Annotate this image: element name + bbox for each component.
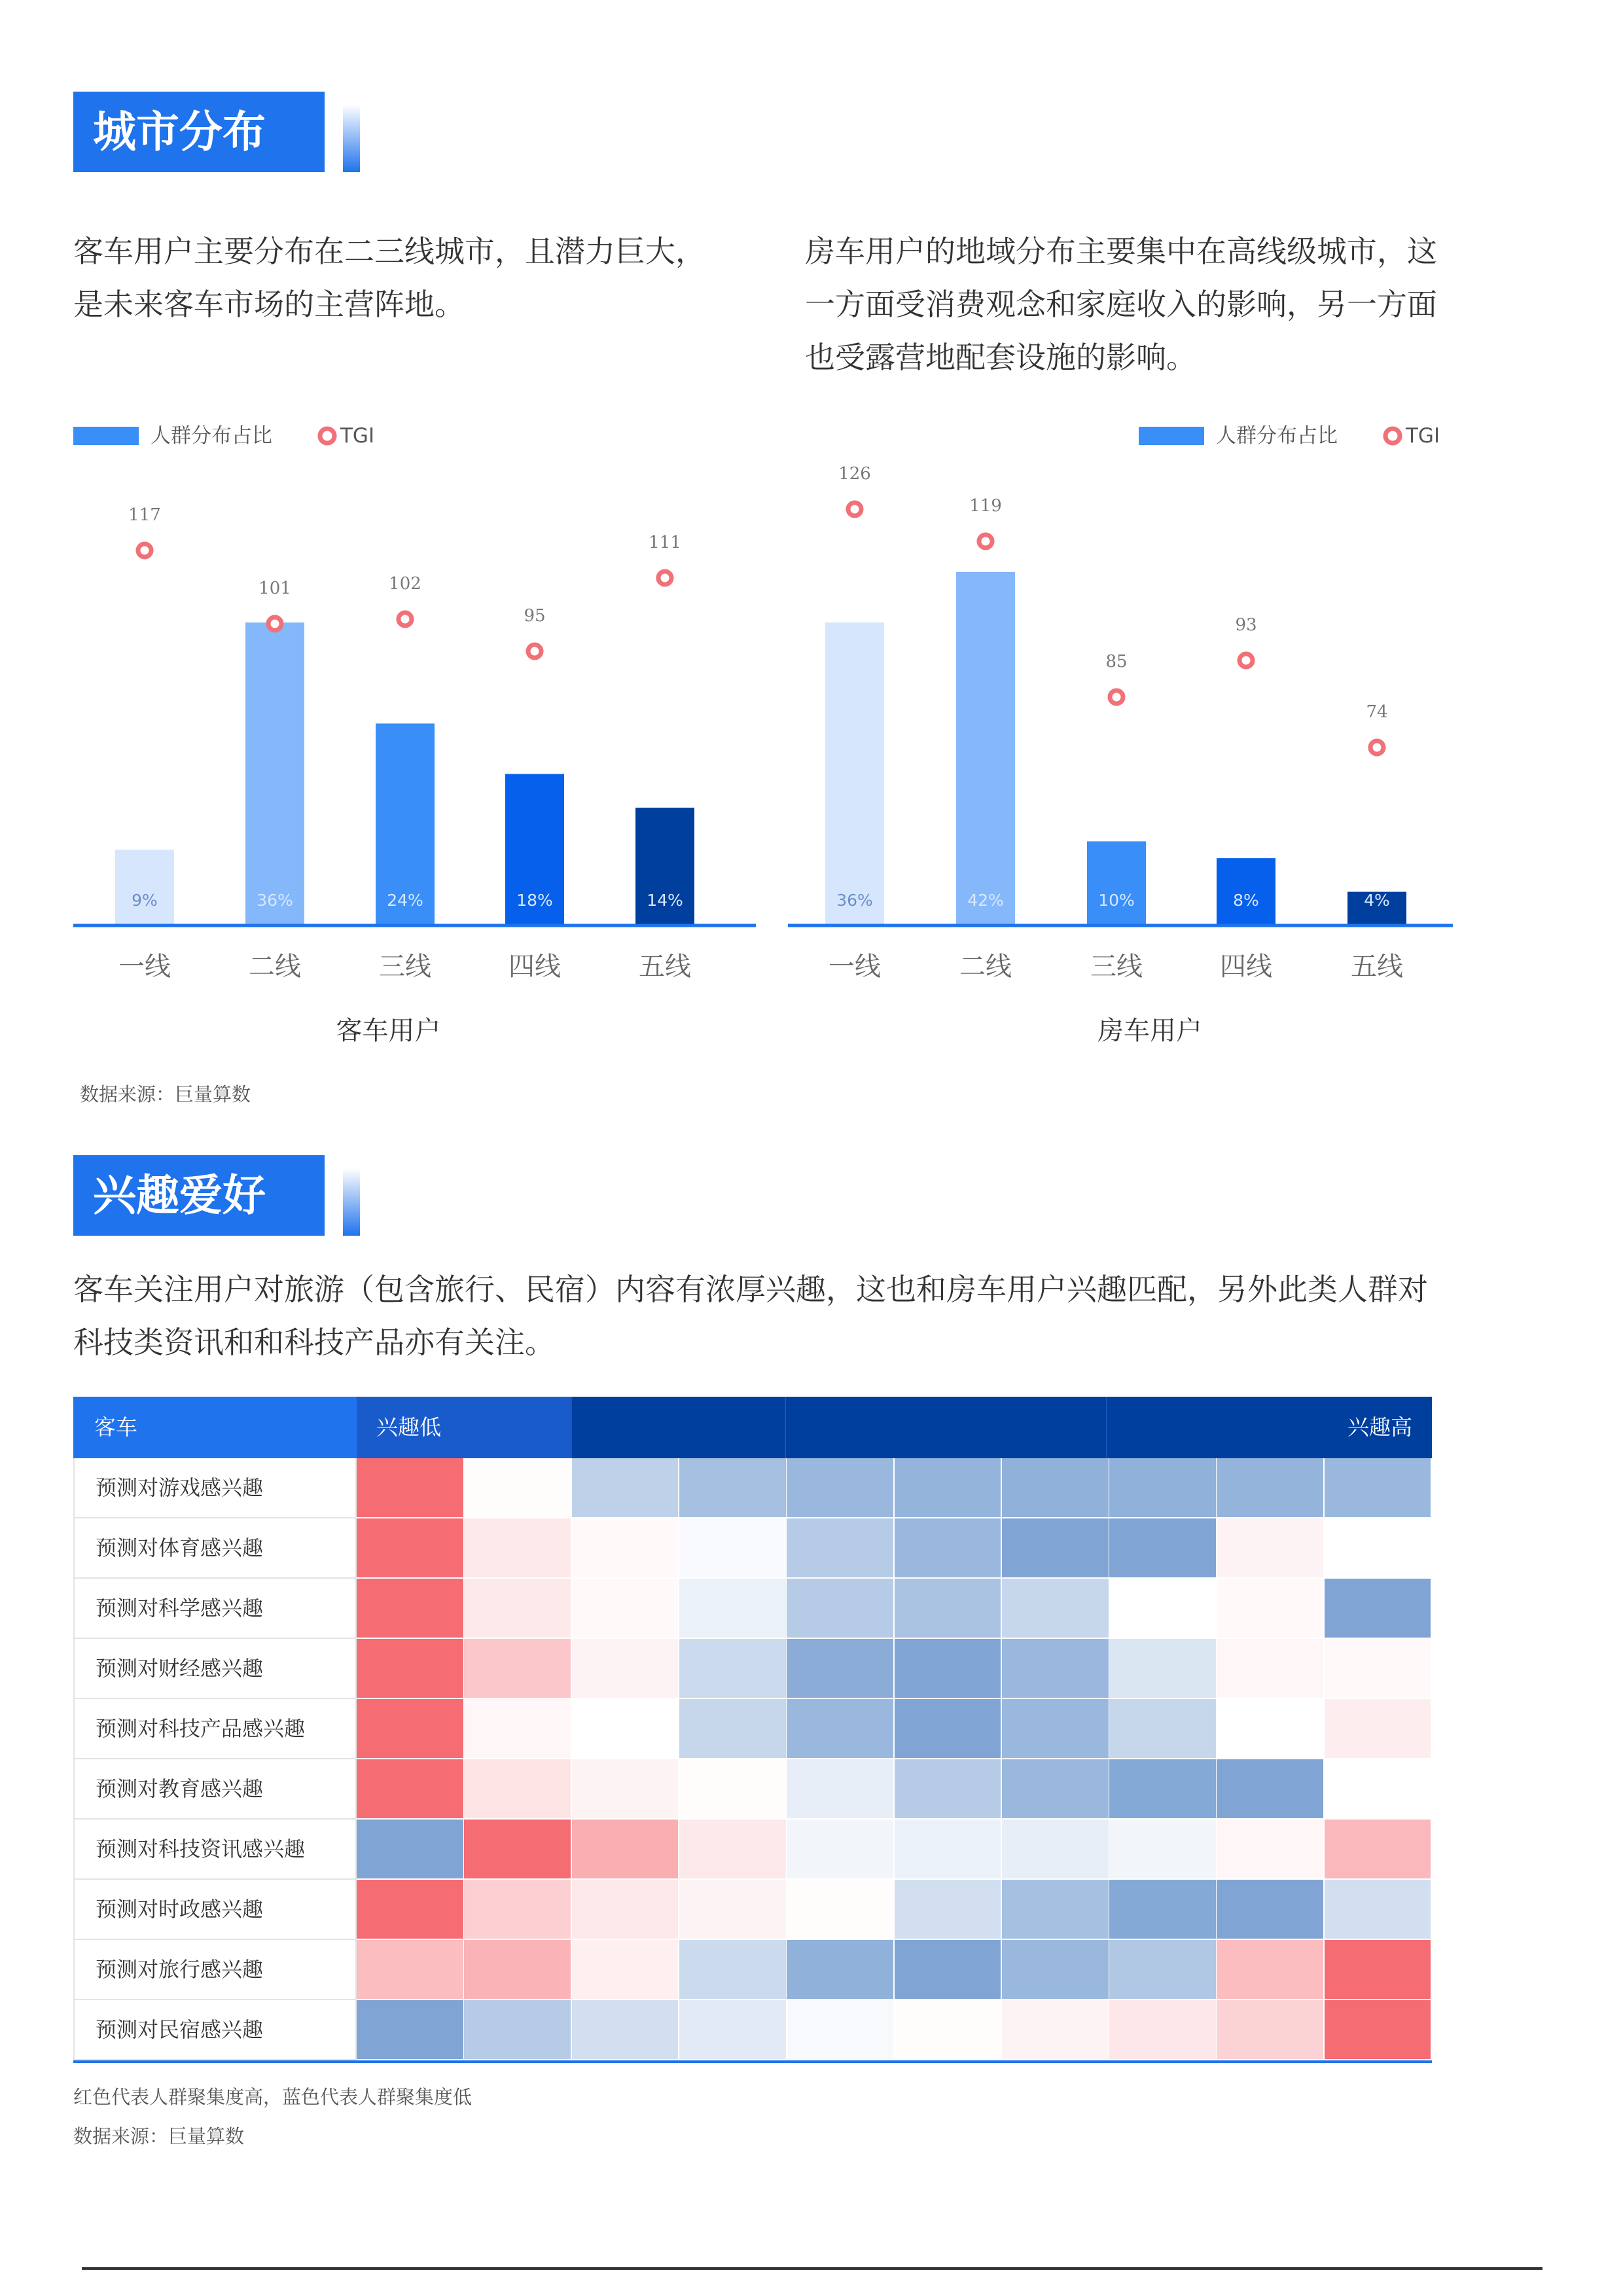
heatmap-cell <box>1002 1940 1110 2000</box>
tgi-value-label: 126 <box>838 464 871 484</box>
heatmap-cell <box>1109 1699 1217 1759</box>
heatmap-cell <box>1325 1579 1433 1639</box>
heatmap-cell <box>1109 1940 1217 2000</box>
heatmap-cell <box>464 1699 572 1759</box>
heatmap-cell <box>357 1820 465 1880</box>
section-title-city-text: 城市分布 <box>73 92 325 172</box>
legend-tgi-marker <box>320 429 334 443</box>
city-desc-right: 房车用户的地域分布主要集中在高线级城市，这一方面受消费观念和家庭收入的影响，另一方面也受露营地配套设施的影响。 <box>805 234 1437 375</box>
tgi-value-label: 95 <box>524 606 546 626</box>
heatmap-row-label: 预测对民宿感兴趣 <box>73 2000 357 2060</box>
heatmap-cell <box>357 2000 465 2060</box>
x-tick-label: 四线 <box>1220 952 1272 982</box>
heatmap-row-label: 预测对科技产品感兴趣 <box>73 1699 357 1759</box>
heatmap-cell <box>357 1579 465 1639</box>
heatmap-cell <box>895 1458 1003 1518</box>
heatmap-cell <box>572 1639 680 1699</box>
tgi-point <box>979 535 992 548</box>
heatmap-cell <box>787 1639 895 1699</box>
heatmap-row <box>73 1518 1432 1579</box>
heatmap-cell <box>1002 1880 1110 1940</box>
heatmap-cell <box>1109 1639 1217 1699</box>
heatmap-cell <box>1002 1759 1110 1820</box>
bar <box>825 622 884 925</box>
heatmap-cell <box>1217 1518 1325 1579</box>
tgi-value-label: 119 <box>969 496 1002 516</box>
heatmap-cell <box>1109 1820 1217 1880</box>
heatmap-cell <box>679 2000 787 2060</box>
section-title-interest-text: 兴趣爱好 <box>73 1155 325 1236</box>
footer-divider <box>82 2267 1543 2270</box>
heatmap-row-label: 预测对时政感兴趣 <box>73 1880 357 1940</box>
heatmap-row-label: 预测对体育感兴趣 <box>73 1518 357 1579</box>
heatmap-cell <box>1002 1639 1110 1699</box>
heatmap-cell <box>1002 2000 1110 2060</box>
heatmap-cell <box>357 1458 465 1518</box>
heatmap-cell <box>679 1639 787 1699</box>
x-tick-label: 一线 <box>829 952 881 982</box>
heatmap-cell <box>679 1820 787 1880</box>
legend-bar-swatch <box>1139 427 1204 445</box>
heatmap-cell <box>679 1940 787 2000</box>
bar-value-label: 10% <box>1098 891 1135 910</box>
heatmap-row <box>73 1759 1432 1820</box>
heatmap-row-label: 预测对游戏感兴趣 <box>73 1458 357 1518</box>
tgi-point <box>138 544 151 557</box>
heatmap-cell <box>1217 2000 1325 2060</box>
heatmap-header <box>73 1397 1432 1458</box>
heatmap-cell <box>1325 1699 1433 1759</box>
heatmap-row <box>73 1579 1432 1639</box>
heatmap-cell <box>679 1579 787 1639</box>
heatmap-cell <box>1109 1458 1217 1518</box>
bar-value-label: 18% <box>516 891 553 910</box>
heatmap-cell <box>787 1759 895 1820</box>
bar-value-label: 36% <box>257 891 293 910</box>
tgi-value-label: 93 <box>1235 615 1257 635</box>
heatmap-cell <box>787 1458 895 1518</box>
heatmap-cell <box>679 1880 787 1940</box>
heatmap-cell <box>1002 1518 1110 1579</box>
legend-tgi-label: TGI <box>1406 424 1440 448</box>
section-title-accent <box>343 1168 360 1236</box>
tgi-value-label: 102 <box>389 574 421 594</box>
x-tick-label: 二线 <box>249 952 301 982</box>
heatmap-cell <box>679 1759 787 1820</box>
heatmap-row <box>73 1639 1432 1699</box>
x-tick-label: 三线 <box>379 952 431 982</box>
heatmap-cell <box>1217 1820 1325 1880</box>
heatmap-row-label: 预测对财经感兴趣 <box>73 1639 357 1699</box>
city-source: 数据来源：巨量算数 <box>80 1083 251 1105</box>
tgi-point <box>658 571 671 584</box>
bar-value-label: 9% <box>132 891 158 910</box>
bar <box>115 850 174 925</box>
heatmap-cell <box>464 1759 572 1820</box>
heatmap-bottom-line <box>73 2060 1432 2063</box>
tgi-value-label: 101 <box>259 579 291 598</box>
heatmap-cell <box>357 1940 465 2000</box>
x-tick-label: 五线 <box>639 952 691 982</box>
heatmap-cell <box>1002 1699 1110 1759</box>
header-divider <box>785 1397 786 1458</box>
legend-tgi-label: TGI <box>340 424 375 448</box>
heatmap-corner-label: 客车 <box>73 1397 357 1458</box>
heatmap-cell <box>787 1820 895 1880</box>
heatmap-cell <box>1325 1518 1433 1579</box>
heatmap-cell <box>1002 1579 1110 1639</box>
tgi-point <box>848 503 861 516</box>
heatmap-cell <box>572 1880 680 1940</box>
heatmap-cell <box>572 2000 680 2060</box>
heatmap-cell <box>1217 1639 1325 1699</box>
x-tick-label: 四线 <box>508 952 561 982</box>
heatmap-row-label: 预测对教育感兴趣 <box>73 1759 357 1820</box>
heatmap-cell <box>679 1699 787 1759</box>
tgi-point <box>1370 741 1383 754</box>
heatmap-cell <box>895 1820 1003 1880</box>
heatmap-row-label: 预测对科技资讯感兴趣 <box>73 1820 357 1880</box>
header-divider <box>1106 1397 1107 1458</box>
bar-value-label: 4% <box>1364 891 1390 910</box>
heatmap-note: 红色代表人群聚集度高，蓝色代表人群聚集度低 <box>73 2086 473 2108</box>
heatmap-cell <box>787 1699 895 1759</box>
heatmap-row <box>73 1699 1432 1759</box>
heatmap-row-label: 预测对科学感兴趣 <box>73 1579 357 1639</box>
heatmap-cell <box>1325 1458 1433 1518</box>
bar-value-label: 14% <box>647 891 683 910</box>
tgi-point <box>1240 654 1253 667</box>
tgi-value-label: 74 <box>1366 702 1388 722</box>
tgi-value-label: 85 <box>1105 652 1128 672</box>
heatmap-cell <box>1109 1518 1217 1579</box>
heatmap-cell <box>895 1880 1003 1940</box>
heatmap-cell <box>572 1579 680 1639</box>
x-axis-title: 客车用户 <box>336 1016 441 1046</box>
legend-bar-label: 人群分布占比 <box>1216 424 1338 448</box>
tgi-point <box>399 613 412 626</box>
heatmap-row <box>73 1820 1432 1880</box>
bar <box>1087 841 1146 925</box>
heatmap-cell <box>464 1458 572 1518</box>
heatmap-cell <box>572 1458 680 1518</box>
city-desc-left: 客车用户主要分布在二三线城市，且潜力巨大，是未来客车市场的主营阵地。 <box>73 234 705 322</box>
heatmap-cell <box>787 1940 895 2000</box>
heatmap-cell <box>1109 1880 1217 1940</box>
legend-bar-swatch <box>73 427 139 445</box>
heatmap-cell <box>679 1518 787 1579</box>
heatmap-cell <box>1002 1820 1110 1880</box>
heatmap-cell <box>895 2000 1003 2060</box>
interest-source: 数据来源：巨量算数 <box>73 2125 245 2147</box>
heatmap-cell <box>357 1518 465 1579</box>
heatmap-cell <box>464 1820 572 1880</box>
bar-value-label: 36% <box>836 891 873 910</box>
heatmap-cell <box>1217 1940 1325 2000</box>
bar-value-label: 24% <box>387 891 423 910</box>
heatmap-cell <box>357 1699 465 1759</box>
heatmap-cell <box>464 1639 572 1699</box>
bar-value-label: 42% <box>967 891 1004 910</box>
heatmap-cell <box>572 1699 680 1759</box>
heatmap-cell <box>787 1880 895 1940</box>
heatmap-cell <box>464 2000 572 2060</box>
legend-tgi-marker <box>1385 429 1400 443</box>
tgi-value-label: 117 <box>128 505 161 525</box>
heatmap-cell <box>679 1458 787 1518</box>
heatmap-cell <box>895 1518 1003 1579</box>
heatmap-cell <box>572 1759 680 1820</box>
heatmap-row <box>73 2000 1432 2060</box>
heatmap-cell <box>1217 1458 1325 1518</box>
heatmap-row <box>73 1940 1432 2000</box>
heatmap-cell <box>1109 1759 1217 1820</box>
heatmap-cell <box>1109 1579 1217 1639</box>
x-tick-label: 五线 <box>1351 952 1403 982</box>
heatmap-cell <box>357 1759 465 1820</box>
heatmap-cell <box>1217 1880 1325 1940</box>
heatmap-row <box>73 1880 1432 1940</box>
heatmap-cell <box>1109 2000 1217 2060</box>
heatmap-cell <box>895 1639 1003 1699</box>
heatmap-cell <box>895 1579 1003 1639</box>
bar-value-label: 8% <box>1233 891 1259 910</box>
heatmap-cell <box>464 1880 572 1940</box>
heatmap-high-label: 兴趣高 <box>1347 1414 1412 1440</box>
header-divider <box>571 1397 572 1458</box>
legend-bar-label: 人群分布占比 <box>151 424 272 448</box>
heatmap-cell <box>572 1820 680 1880</box>
x-tick-label: 二线 <box>959 952 1012 982</box>
tgi-point <box>528 645 541 658</box>
heatmap-cell <box>464 1940 572 2000</box>
heatmap-row-label: 预测对旅行感兴趣 <box>73 1940 357 2000</box>
heatmap-cell <box>572 1940 680 2000</box>
heatmap-cell <box>895 1759 1003 1820</box>
tgi-value-label: 111 <box>649 533 681 552</box>
heatmap-low-label: 兴趣低 <box>357 1397 571 1458</box>
heatmap-cell <box>1217 1579 1325 1639</box>
heatmap-cell <box>895 1699 1003 1759</box>
x-axis-title: 房车用户 <box>1097 1016 1202 1046</box>
tgi-point <box>268 617 281 630</box>
heatmap-cell <box>1217 1699 1325 1759</box>
heatmap-cell <box>895 1940 1003 2000</box>
bar <box>956 572 1015 925</box>
heatmap-cell <box>1325 1880 1433 1940</box>
interest-desc: 客车关注用户对旅游（包含旅行、民宿）内容有浓厚兴趣，这也和房车用户兴趣匹配，另外此类人群对科技类资讯和和科技产品亦有关注。 <box>73 1272 1428 1360</box>
heatmap-cell <box>1325 1940 1433 2000</box>
heatmap-cell <box>357 1639 465 1699</box>
heatmap-cell <box>1325 1759 1433 1820</box>
tgi-point <box>1110 691 1123 704</box>
heatmap-cell <box>1325 1639 1433 1699</box>
heatmap-cell <box>787 1518 895 1579</box>
heatmap-cell <box>1217 1759 1325 1820</box>
heatmap-cell <box>357 1880 465 1940</box>
heatmap-cell <box>464 1579 572 1639</box>
x-tick-label: 三线 <box>1090 952 1143 982</box>
x-tick-label: 一线 <box>118 952 171 982</box>
heatmap-cell <box>464 1518 572 1579</box>
heatmap-cell <box>787 2000 895 2060</box>
heatmap-cell <box>787 1579 895 1639</box>
heatmap-cell <box>1325 2000 1433 2060</box>
heatmap-cell <box>572 1518 680 1579</box>
heatmap-cell <box>1325 1820 1433 1880</box>
heatmap-row <box>73 1458 1432 1518</box>
bar <box>245 622 304 925</box>
city-charts <box>0 0 1623 1073</box>
heatmap-cell <box>1002 1458 1110 1518</box>
